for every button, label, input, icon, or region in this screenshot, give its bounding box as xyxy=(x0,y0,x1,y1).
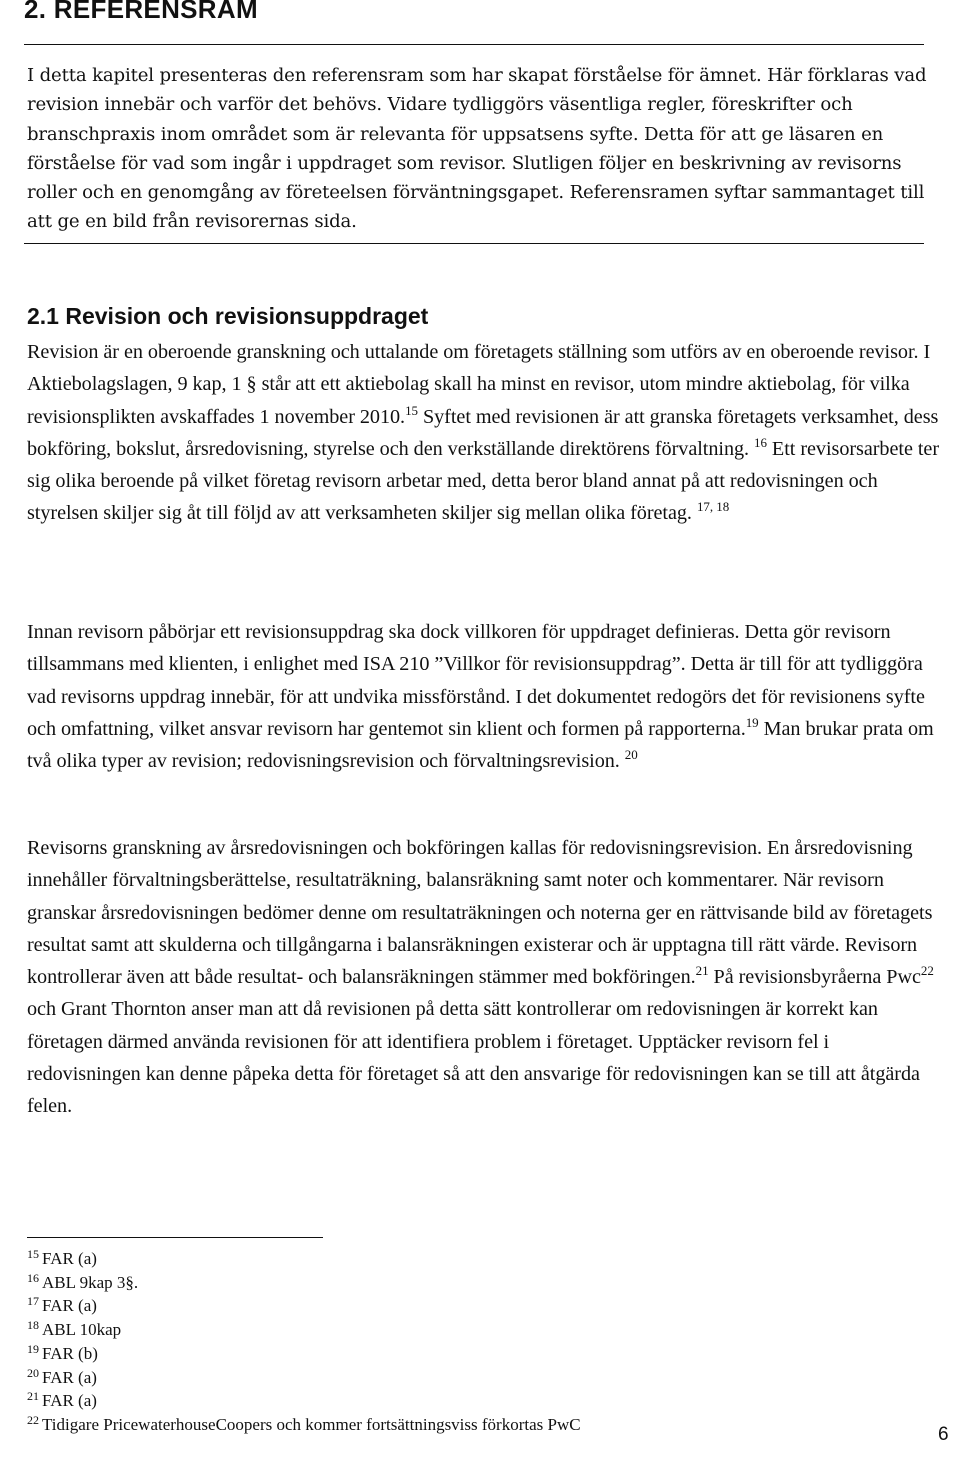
footnote-item xyxy=(27,1366,927,1390)
footnote-number: 20 xyxy=(27,1365,39,1380)
paragraph-text: Revision är en oberoende granskning och uttalande om företagets ställning som utförs av en oberoende revisor. I Aktiebolagslagen, 9 kap, 1 § står att ett aktiebolag skall ha minst en revisor, utom mindre aktiebolag, för vilka revisionsplikten avskaffades 1 november 2010. xyxy=(27,341,931,428)
chapter-intro: I detta kapitel presenteras den referensram som har skapat förståelse för ämnet. Här förklaras vad revision innebär och varför det behövs. Vidare tydliggörs väsentliga regler, föreskrifter och branschpraxis inom området som är relevanta för uppsatsens syfte. Detta för att ge läsaren en förståelse för vad som ingår i uppdraget som revisor. Slutligen följer en beskrivning av revisorns roller och en genomgång av företeelsen förväntningsgapet. Referensramen syftar sammantaget till att ge en bild från revisorernas sida. xyxy=(27,65,927,233)
footnote-ref: 20 xyxy=(624,747,638,763)
footnote-number: 22 xyxy=(27,1412,39,1427)
footnote-item xyxy=(27,1413,927,1437)
footnote-ref: 15 xyxy=(405,402,418,418)
page-number: 6 xyxy=(938,1424,949,1445)
footnote-item xyxy=(27,1318,927,1342)
footnote-item xyxy=(27,1271,927,1295)
footnote-number: 17 xyxy=(27,1294,39,1309)
footnote-text: FAR (a) xyxy=(42,1367,97,1387)
paragraph-text: Innan revisorn påbörjar ett revisionsuppdrag ska dock villkoren för uppdraget definieras. Detta gör revisorn tillsammans med klienten, i enlighet med ISA 210 ”Villkor för revisionsuppdrag”. Detta är till för att tydliggöra vad revisorns uppdrag innebär, för att undvika missförstånd. I det dokumentet redogörs det för revisionens syfte och omfattning, vilket ansvar revisorn har gentemot sin klient och formen på rapporterna. xyxy=(27,621,925,740)
footnote-number: 16 xyxy=(27,1270,39,1285)
paragraph-text: Syftet med revisionen är att granska företagets verksamhet, dess bokföring, bokslut, årsredovisning, styrelse och den verkställande direktörens förvaltning. xyxy=(27,405,939,460)
footnote-item xyxy=(27,1342,927,1366)
body-paragraph-3 xyxy=(27,832,942,1123)
footnote-ref: 16 xyxy=(754,434,767,450)
paragraph-text: Man brukar prata om två olika typer av revision; redovisningsrevision och förvaltningsrevision. xyxy=(27,717,934,773)
footnote-number: 18 xyxy=(27,1318,39,1333)
footnote-separator xyxy=(27,1237,323,1238)
footnote-ref: 22 xyxy=(920,963,934,979)
footnote-text: Tidigare PricewaterhouseCoopers och kommer fortsättningsviss förkortas PwC xyxy=(42,1414,581,1434)
intro-rule-top xyxy=(24,44,924,45)
footnote-text: FAR (a) xyxy=(42,1296,97,1316)
footnote-number: 15 xyxy=(27,1247,39,1261)
intro-rule-bottom xyxy=(24,243,924,244)
paragraph-text: och Grant Thornton anser man att då revisionen på detta sätt kontrollerar om redovisningen är korrekt kan företagen därmed använda revisionen för att identifiera problem i företaget. Upptäcker revisorn fel i redovisningen kan denne påpeka detta för företaget så att den ansvarige för redovisningen kan se till att åtgärda felen. xyxy=(27,998,920,1118)
footnote-ref: 17, 18 xyxy=(696,499,730,515)
footnote-number: 19 xyxy=(27,1341,39,1356)
footnote-text: FAR (a) xyxy=(42,1249,97,1268)
footnote-number: 21 xyxy=(27,1389,39,1404)
footnote-list xyxy=(27,1247,927,1437)
chapter-title: 2. REFERENSRAM xyxy=(24,0,258,24)
footnote-text: ABL 10kap xyxy=(42,1320,122,1340)
body-paragraph-1 xyxy=(27,336,942,530)
footnote-text: ABL 9kap 3§. xyxy=(42,1272,139,1292)
paragraph-text: Ett revisorsarbete ter sig olika beroende på vilket företag revisorn arbetar med, detta beror bland annat på att redovisningen och styrelsen skiljer sig åt till följd av att verksamheten skiljer sig mellan olika företag. xyxy=(27,437,939,525)
footnote-text: FAR (a) xyxy=(42,1391,97,1411)
footnote-text: FAR (b) xyxy=(42,1343,98,1363)
paragraph-text: På revisionsbyråerna Pwc xyxy=(708,966,921,989)
footnote-item xyxy=(27,1389,927,1413)
body-paragraph-2 xyxy=(27,616,942,777)
footnote-ref: 21 xyxy=(695,963,709,979)
footnote-ref: 19 xyxy=(745,714,759,730)
footnote-item xyxy=(27,1247,927,1271)
paragraph-text: Revisorns granskning av årsredovisningen och bokföringen kallas för redovisningsrevision. En årsredovisning innehåller förvaltningsberättelse, resultaträkning, balansräkning samt noter och kommentarer. När revisorn granskar årsredovisningen bedömer denne om resultaträkningen och noterna ger en rättvisande bild av företagets resultat samt att skulderna och tillgångarna i balansräkningen existerar och är upptagna till rätt värde. Revisorn kontrollerar även att både resultat- och balansräkningen stämmer med bokföringen. xyxy=(27,837,933,989)
section-heading: 2.1 Revision och revisionsuppdraget xyxy=(27,303,429,329)
footnote-item xyxy=(27,1294,927,1318)
